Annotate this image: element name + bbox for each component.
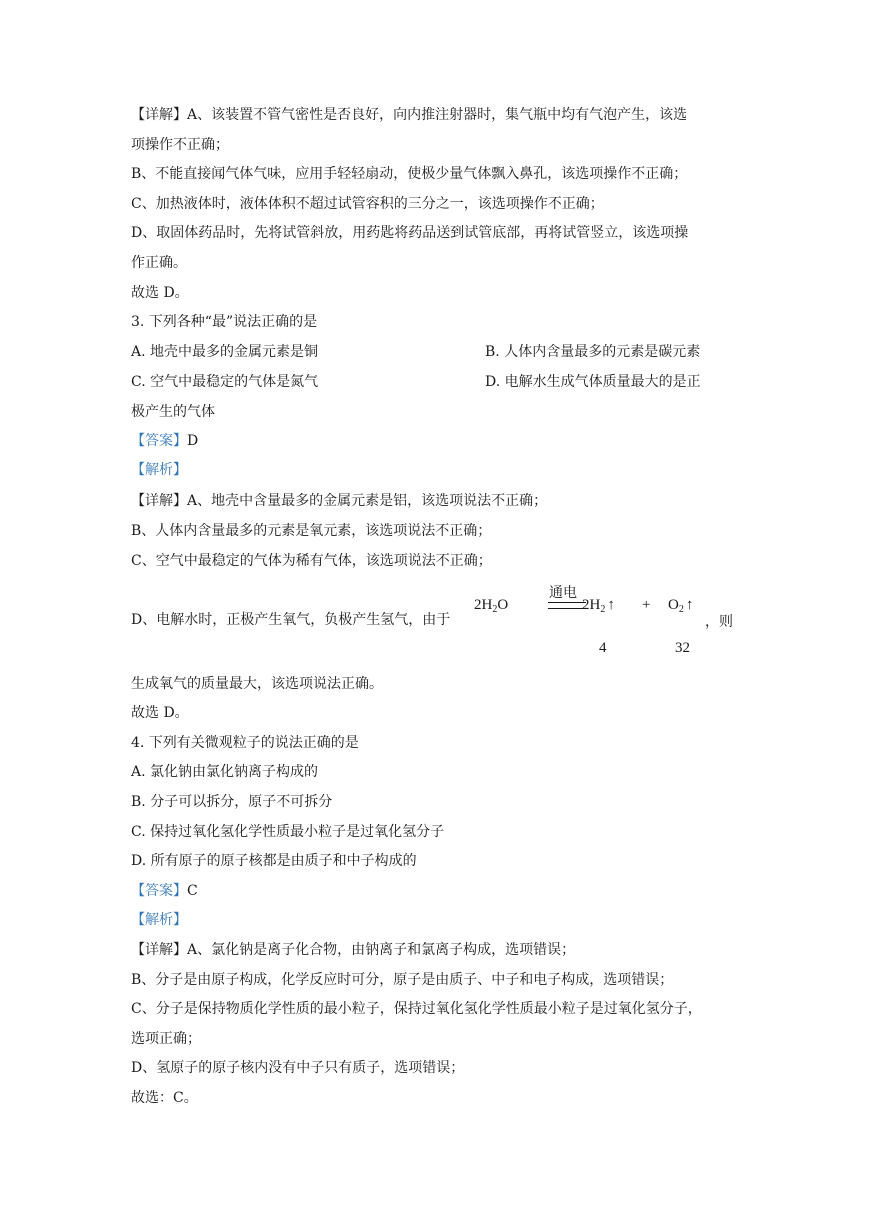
q2-detail-d-line2: 作正确。 — [131, 255, 187, 271]
q4-detail-a: 【详解】A、氯化钠是离子化合物，由钠离子和氯离子构成，选项错误； — [131, 942, 576, 958]
equation-reactant: $2H_2O$ — [474, 597, 509, 615]
q3-detail-d-line2: 生成氧气的质量最大，该选项说法正确。 — [131, 676, 383, 692]
q4-option-d: D. 所有原子的原子核都是由质子和中子构成的 — [131, 853, 417, 869]
q4-choice: 故选：C。 — [131, 1090, 198, 1106]
q2-detail-c: C、加热液体时，液体体积不超过试管容积的三分之一，该选项操作不正确； — [131, 196, 604, 212]
q3-option-c: C. 空气中最稳定的气体是氮气 — [131, 374, 319, 390]
q3-answer — [131, 431, 741, 451]
q4-analysis-label: 【解析】 — [131, 912, 187, 928]
q3-stem: 3. 下列各种“最”说法正确的是 — [131, 314, 318, 330]
q4-option-a: A. 氯化钠由氯化钠离子构成的 — [131, 764, 319, 780]
q2-detail-a-line2: 项操作不正确； — [131, 137, 229, 153]
q3-option-a: A. 地壳中最多的金属元素是铜 — [131, 344, 319, 360]
q4-option-b: B. 分子可以拆分，原子不可拆分 — [131, 794, 333, 810]
equation-plus: + — [642, 597, 651, 613]
q4-detail-c-line1: C、分子是保持物质化学性质的最小粒子，保持过氧化氢化学性质最小粒子是过氧化氢分子， — [131, 1001, 702, 1017]
equation-mass-o2: 32 — [675, 640, 690, 656]
q4-answer-value: C — [187, 883, 198, 899]
q4-option-c: C. 保持过氧化氢化学性质最小粒子是过氧化氢分子 — [131, 824, 445, 840]
q3-option-d-line2: 极产生的气体 — [131, 404, 215, 420]
q3-detail-c: C、空气中最稳定的气体为稀有气体，该选项说法不正确； — [131, 553, 492, 569]
equation-product-h2: $2H_2$ ↑ — [582, 597, 615, 615]
q3-analysis-label: 【解析】 — [131, 462, 187, 478]
q3-detail-b: B、人体内含量最多的元素是氧元素，该选项说法不正确； — [131, 523, 492, 539]
equation-product-o2: $O_2$ ↑ — [668, 597, 694, 615]
q4-detail-c-line2: 选项正确； — [131, 1031, 201, 1047]
q3-option-b: B. 人体内含量最多的元素是碳元素 — [485, 344, 701, 360]
q2-detail-a-line1: 【详解】A、该装置不管气密性是否良好，向内推注射器时，集气瓶中均有气泡产生，该选 — [131, 107, 688, 123]
q3-detail-d-prefix: D、电解水时，正极产生氧气，负极产生氢气，由于 — [131, 612, 451, 628]
q3-choice: 故选 D。 — [131, 705, 189, 721]
q2-detail-d-line1: D、取固体药品时，先将试管斜放，用药匙将药品送到试管底部，再将试管竖立，该选项操 — [131, 225, 689, 241]
equation-mass-h2: 4 — [599, 640, 607, 656]
q2-detail-b: B、不能直接闻气体气味，应用手轻轻扇动，使极少量气体飘入鼻孔，该选项操作不正确； — [131, 166, 688, 182]
q2-choice: 故选 D。 — [131, 285, 189, 301]
q4-detail-b: B、分子是由原子构成，化学反应时可分，原子是由质子、中子和电子构成，选项错误； — [131, 972, 674, 988]
q3-detail-a: 【详解】A、地壳中含量最多的金属元素是铝，该选项说法不正确； — [131, 493, 548, 509]
q4-detail-d: D、氢原子的原子核内没有中子只有质子，选项错误； — [131, 1060, 465, 1076]
equation-condition: 通电 — [549, 585, 577, 601]
q3-answer-value: D — [187, 433, 199, 449]
q3-option-d-line1: D. 电解水生成气体质量最大的是正 — [485, 374, 701, 390]
q4-stem: 4. 下列有关微观粒子的说法正确的是 — [131, 735, 359, 751]
equation-condition-bar — [548, 602, 586, 609]
q3-answer-label: 【答案】 — [131, 433, 187, 449]
q3-detail-d-suffix: ，则 — [705, 614, 733, 630]
q4-answer — [131, 881, 741, 901]
q4-answer-label: 【答案】 — [131, 883, 187, 899]
